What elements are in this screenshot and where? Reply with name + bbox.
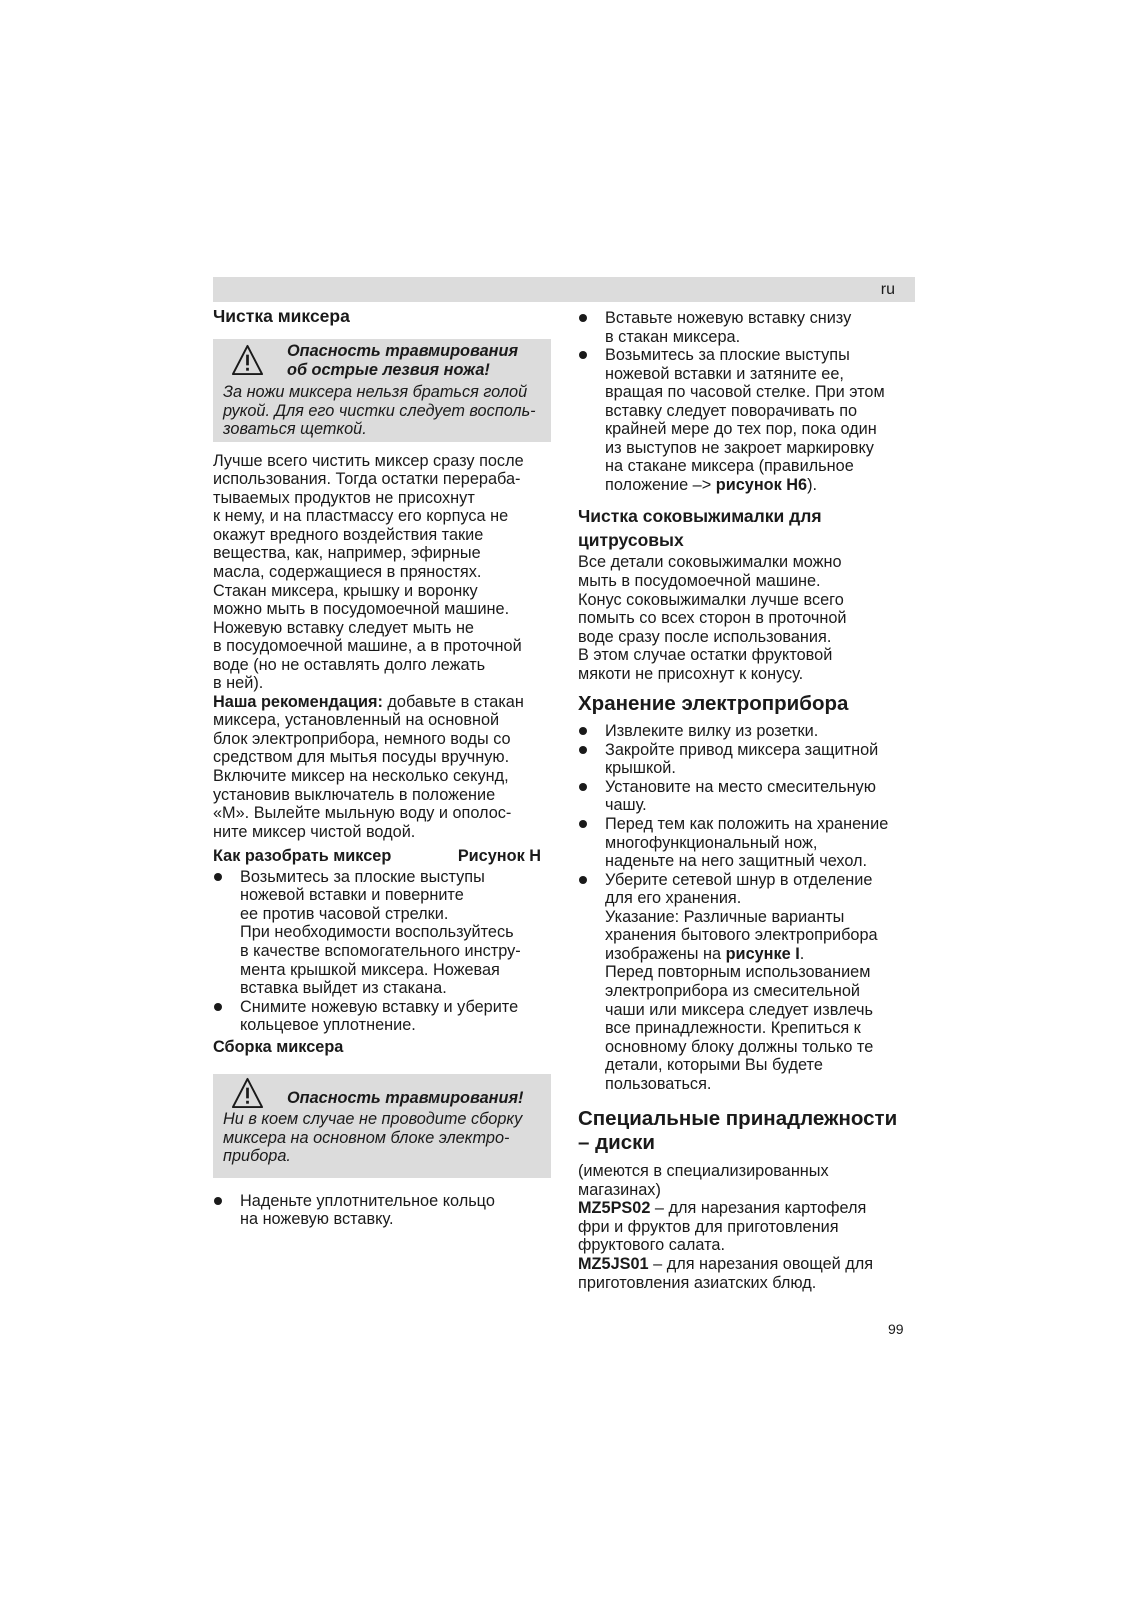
bullet-item: Наденьте уплотнительное кольцо на ножевую вставку. (213, 1192, 551, 1229)
warning-title-line: об острые лезвия ножа! (287, 360, 490, 379)
accessory-code: MZ5PS02 (578, 1199, 651, 1218)
accessory-code: MZ5JS01 (578, 1254, 649, 1273)
disassemble-heading (213, 847, 551, 866)
accessories-note: (имеются в специализированных магазинах) (578, 1162, 829, 1199)
warning-triangle-icon (231, 1077, 264, 1110)
section-title-cleaning-mixer: Чистка миксера (213, 306, 350, 326)
warning-title: Опасность травмирования! (287, 1089, 524, 1108)
recommendation-paragraph: Наша рекомендация: добавьте в стакан миксера, установленный на основной блок электроприбора, немного воды со средством для мытья посуды вручную. Включите миксер на несколько секунд, установив выключатель в положение «M». Вылейте мыльную воду и ополос- ните миксер чистой водой. (213, 692, 524, 841)
bullet-item: Извлеките вилку из розетки. (578, 722, 915, 741)
warning-box-assembly (213, 1074, 551, 1178)
disassemble-title: Как разобрать миксер (213, 847, 392, 866)
bullet-item: Возьмитесь за плоские выступы ножевой вставки и затяните ее, вращая по часовой стелке. При этом вставку следует поворачивать по крайней мере до тех пор, пока один из выступов не закроет маркировку на стакане миксера (правильное положение –> рисунок H6). (578, 346, 915, 494)
bullet-item: Уберите сетевой шнур в отделение для его хранения. Указание: Различные варианты хранения бытового электроприбора изображены на рисунке I. Перед повторным использованием электроприбора из смесительной чаши или миксера следует извлечь все принадлежности. Крепиться к основному блоку должны только те детали, которыми Вы будете пользоваться. (578, 871, 915, 1094)
bullet-item: Закройте привод миксера защитной крышкой. (578, 741, 915, 778)
bullet-item: Перед тем как положить на хранение многофункциональный нож, наденьте на него защитный чехол. (578, 815, 915, 871)
bullet-item: Снимите ножевую вставку и уберите кольцевое уплотнение. (213, 998, 551, 1035)
right-column (578, 305, 915, 1292)
section-title-storage: Хранение электроприбора (578, 692, 849, 716)
warning-title-line: Опасность травмирования (287, 342, 519, 360)
warning-body: За ножи миксера нельзя браться голой рукой. Для его чистки следует восполь- зоваться щеткой. (223, 383, 536, 439)
warning-box-blades (213, 339, 551, 442)
cleaning-paragraph: Лучше всего чистить миксер сразу после использования. Тогда остатки перераба- тываемых продуктов не присохнут к нему, и на пластмассу его корпуса не окажут вредного воздействия такие вещества, как, например, эфирные масла, содержащиеся в пряностях. Стакан миксера, крышку и воронку можно мыть в посудомоечной машине. Ножевую вставку следует мыть не в посудомоечной машине, а в проточной воде (но не оставлять долго лежать в ней). (213, 451, 524, 693)
figure-reference: Рисунок H (457, 847, 541, 866)
assembly-title: Сборка миксера (213, 1037, 344, 1056)
warning-triangle-icon (231, 344, 264, 377)
warning-body: Ни в коем случае не проводите сборку миксера на основном блоке электро- прибора. (223, 1110, 523, 1166)
figure-reference: рисунок H6 (715, 475, 808, 494)
recommendation-label: Наша рекомендация: (213, 692, 383, 711)
accessory-item: MZ5PS02 – для нарезания картофеля фри и фруктов для приготовления фруктового салата. (578, 1199, 867, 1255)
language-code: ru (880, 281, 895, 298)
bullet-item: Установите на место смесительную чашу. (578, 778, 915, 815)
section-title-accessories: Специальные принадлежности – диски (578, 1107, 898, 1155)
page-number: 99 (888, 1321, 904, 1337)
figure-reference: рисунке I (725, 944, 800, 963)
bullet-item: Возьмитесь за плоские выступы ножевой вставки и поверните ее против часовой стрелки. При необходимости воспользуйтесь в качестве вспомогательного инстру- мента крышкой миксера. Ножевая вставка выйдет из стакана. (213, 868, 551, 998)
citrus-paragraph: Все детали соковыжималки можно мыть в посудомоечной машине. Конус соковыжималки лучше всего помыть со всех сторон в проточной воде сразу после использования. В этом случае остатки фруктовой мякоти не присохнут к конусу. (578, 553, 847, 683)
left-column (213, 305, 551, 1229)
bullet-item: Вставьте ножевую вставку снизу в стакан миксера. (578, 309, 915, 346)
header-bar (213, 277, 915, 302)
section-title-citrus: Чистка соковыжималки для цитрусовых (578, 506, 822, 551)
accessory-item: MZ5JS01 – для нарезания овощей для приготовления азиатских блюд. (578, 1254, 874, 1292)
